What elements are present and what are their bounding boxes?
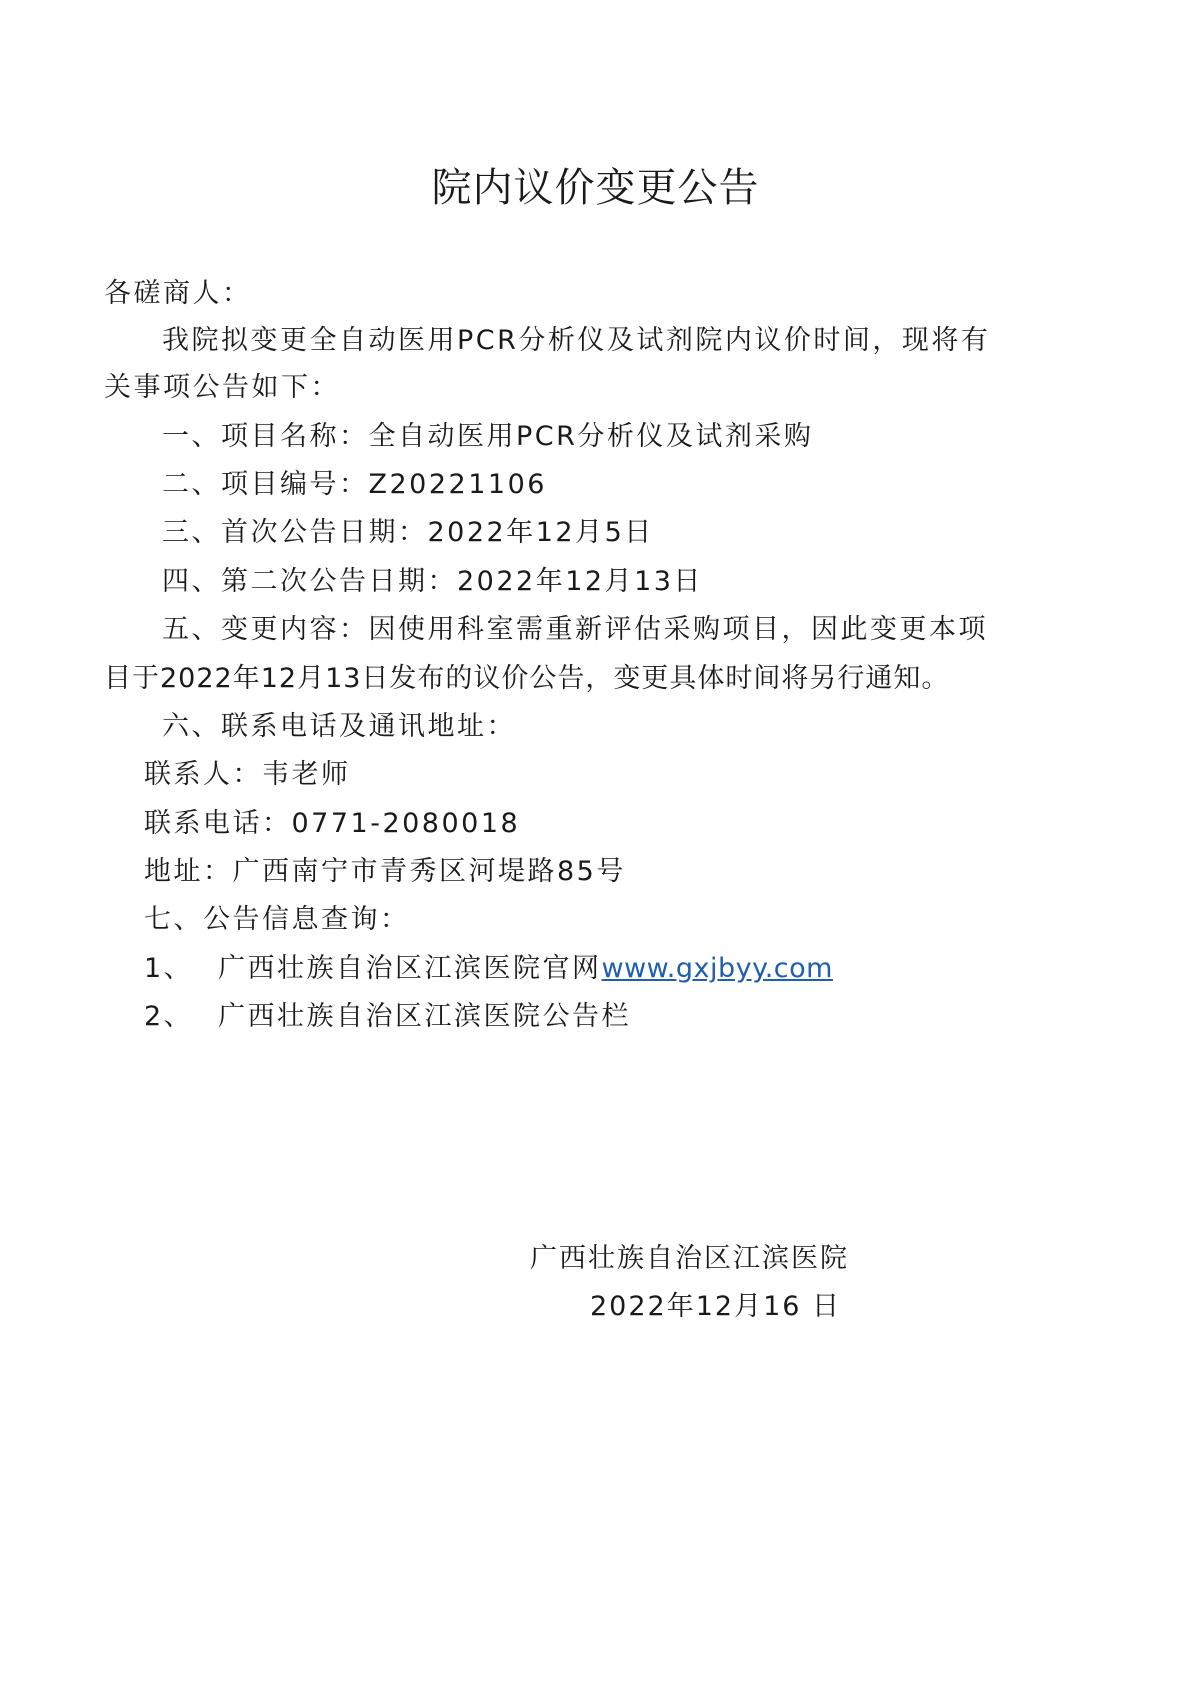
query-item-2-number: 2、 bbox=[144, 1001, 194, 1032]
intro-line-2: 关事项公告如下： bbox=[104, 372, 340, 403]
website-link[interactable]: www.gxjbyy.com bbox=[601, 953, 833, 984]
query-item-1 bbox=[218, 951, 833, 987]
query-item-1-text: 广西壮族自治区江滨医院官网 bbox=[218, 953, 602, 984]
item-project-number: 二、项目编号：Z20221106 bbox=[162, 469, 547, 500]
notice-title: 院内议价变更公告 bbox=[431, 165, 760, 211]
intro-line-1: 我院拟变更全自动医用PCR分析仪及试剂院内议价时间，现将有 bbox=[162, 325, 991, 356]
item-contact-heading: 六、联系电话及通讯地址： bbox=[162, 711, 516, 742]
signature-organization: 广西壮族自治区江滨医院 bbox=[530, 1243, 849, 1274]
item-change-content-line-2: 目于2022年12月13日发布的议价公告，变更具体时间将另行通知。 bbox=[104, 663, 950, 694]
item-second-notice-date: 四、第二次公告日期：2022年12月13日 bbox=[162, 566, 703, 597]
item-change-content-line-1: 五、变更内容：因使用科室需重新评估采购项目，因此变更本项 bbox=[162, 614, 988, 645]
contact-person: 联系人：韦老师 bbox=[144, 759, 351, 790]
item-first-notice-date: 三、首次公告日期：2022年12月5日 bbox=[162, 517, 654, 548]
query-item-1-number: 1、 bbox=[144, 953, 194, 984]
item-query-heading: 七、公告信息查询： bbox=[144, 904, 410, 935]
contact-address: 地址：广西南宁市青秀区河堤路85号 bbox=[144, 856, 626, 887]
salutation: 各磋商人： bbox=[104, 278, 252, 309]
contact-phone: 联系电话：0771-2080018 bbox=[144, 808, 521, 839]
item-project-name: 一、项目名称：全自动医用PCR分析仪及试剂采购 bbox=[162, 421, 814, 452]
query-item-2-text: 广西壮族自治区江滨医院公告栏 bbox=[218, 1001, 631, 1032]
signature-date: 2022年12月16 日 bbox=[590, 1291, 842, 1322]
